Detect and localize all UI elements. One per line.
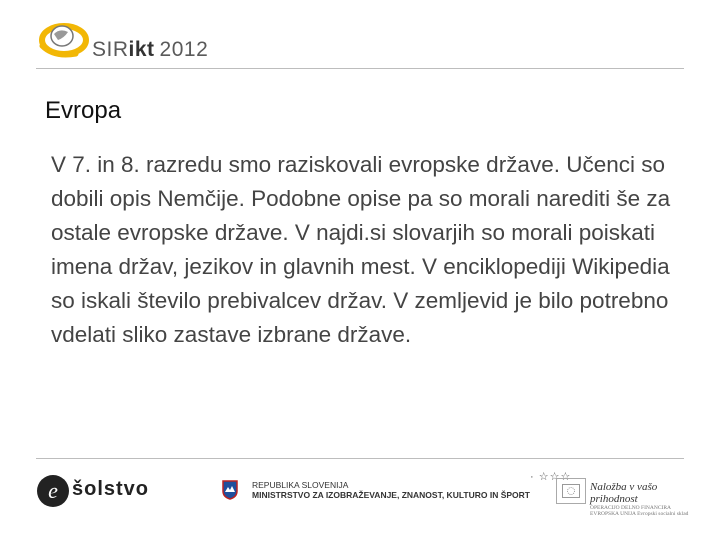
ministry-line1: REPUBLIKA SLOVENIJA: [252, 480, 349, 490]
eu-small-text: OPERACIJO DELNO FINANCIRA EVROPSKA UNIJA Evropski socialni sklad: [590, 505, 689, 517]
siri-logo-icon: [36, 14, 92, 64]
eu-slogan: Naložba v vašo prihodnost: [590, 481, 658, 505]
header: [0, 0, 720, 80]
eu-flag-icon: [562, 484, 580, 498]
eu-stars: · ☆☆☆: [530, 471, 572, 483]
brand-sir: SIR: [92, 38, 129, 61]
slovenia-crest-icon: [222, 480, 238, 500]
slide-paragraph: V 7. in 8. razredu smo raziskovali evropske države. Učenci so dobili opis Nemčije. Podobne opise pa so morali narediti še za ostale evropske države. V najdi.si slovarjih so morali poiskati imena držav, jezikov in glavnih mest. V enciklopediji Wikipedia so iskali število prebivalcev držav. V zemljevid je bilo potrebno vdelati sliko zastave izbrane države.: [51, 152, 671, 347]
svg-text:e: e: [48, 478, 58, 503]
ministry-line2: MINISTRSTVO ZA IZOBRAŽEVANJE, ZNANOST, KULTURO IN ŠPORT: [252, 490, 530, 500]
top-divider: [36, 68, 684, 69]
bottom-divider: [36, 458, 684, 459]
ministry-label: [252, 480, 530, 500]
brand-year: 2012: [159, 38, 209, 61]
e-circle-icon: [36, 474, 70, 508]
solstvo-label: šolstvo: [72, 478, 150, 500]
eu-text: [590, 481, 690, 517]
brand-ikt: ikt: [128, 38, 155, 61]
brand-name: [92, 38, 208, 62]
slide-title: Evropa: [45, 97, 122, 124]
